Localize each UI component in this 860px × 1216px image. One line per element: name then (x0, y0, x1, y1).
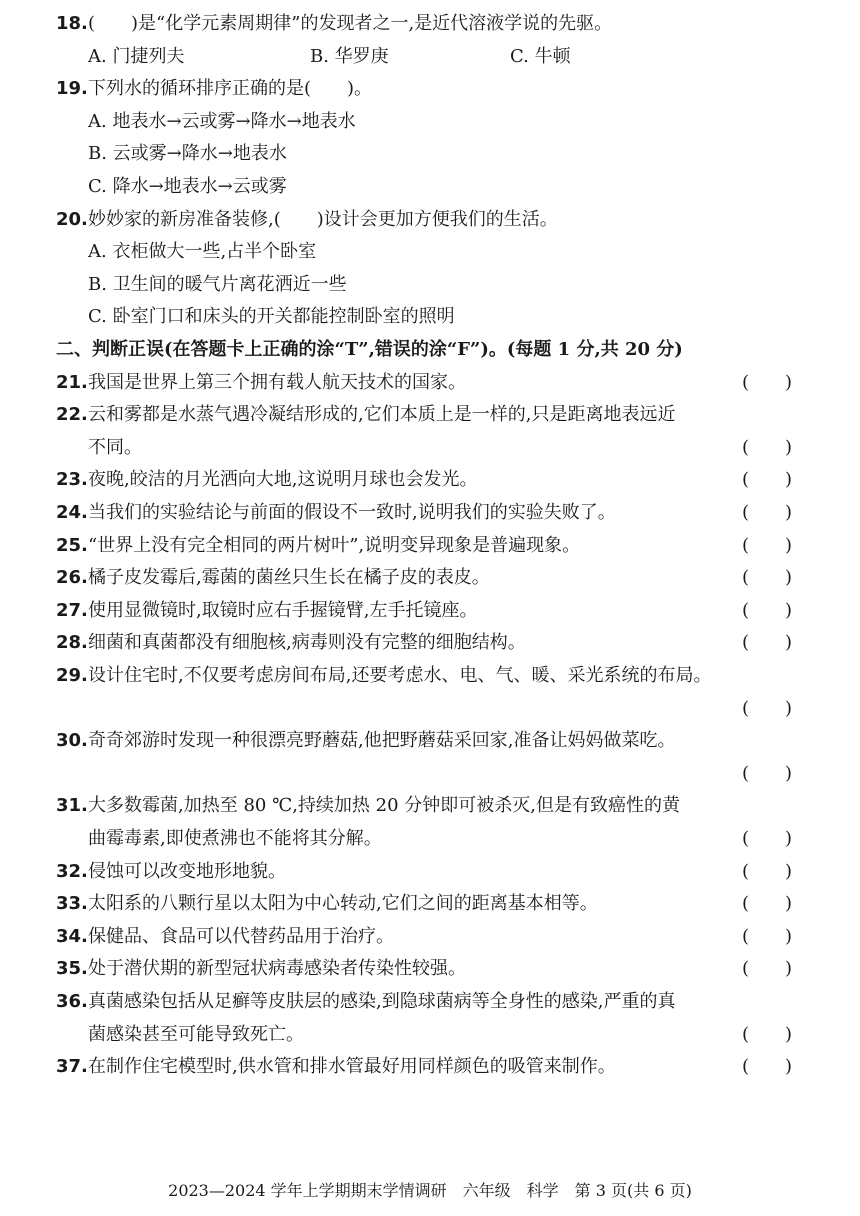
question-text: 夜晚,皎洁的月光洒向大地,这说明月球也会发光。 (88, 469, 478, 491)
question-number: 36. (56, 991, 88, 1012)
question-row (0, 660, 860, 692)
question-number: 29. (56, 665, 88, 686)
question-row-cont (0, 1019, 860, 1051)
question-number: 23. (56, 469, 88, 491)
question-row (0, 1051, 860, 1083)
option-row (0, 269, 860, 301)
question-text: 菌感染甚至可能导致死亡。 (88, 1023, 304, 1045)
answer-bracket: ( ) (742, 958, 793, 980)
question-number: 24. (56, 502, 88, 523)
answer-bracket: ( ) (742, 632, 793, 654)
question-text: “世界上没有完全相同的两片树叶”,说明变异现象是普遍现象。 (88, 534, 581, 556)
answer-bracket: ( ) (742, 1023, 793, 1045)
answer-bracket: ( ) (742, 893, 793, 915)
question-number: 33. (56, 893, 88, 915)
question-number: 27. (56, 599, 88, 621)
question-row-cont (0, 758, 860, 790)
question-row (0, 73, 860, 105)
section-2-title: 二、判断正误(在答题卡上正确的涂“T”,错误的涂“F”)。(每题 1 分,共 20 分) (56, 339, 683, 360)
question-row (0, 562, 860, 594)
answer-bracket: ( ) (742, 828, 793, 849)
option-2: C. 降水→地表水→云或雾 (88, 176, 287, 197)
answer-bracket: ( ) (742, 371, 793, 393)
question-text: 设计住宅时,不仅要考虑房间布局,还要考虑水、电、气、暖、采光系统的布局。 (88, 665, 712, 686)
answer-bracket: ( ) (742, 1056, 793, 1078)
question-text: 在制作住宅模型时,供水管和排水管最好用同样颜色的吸管来制作。 (88, 1056, 616, 1078)
question-text: 细菌和真菌都没有细胞核,病毒则没有完整的细胞结构。 (88, 632, 526, 654)
question-row (0, 921, 860, 953)
question-text: 不同。 (88, 436, 142, 458)
question-text: 妙妙家的新房准备装修,( )设计会更加方便我们的生活。 (88, 208, 558, 230)
question-number: 26. (56, 567, 88, 589)
option-0: A. 衣柜做大一些,占半个卧室 (88, 241, 317, 263)
question-number: 30. (56, 730, 88, 752)
page-footer: 2023—2024 学年上学期期末学情调研 六年级 科学 第 3 页(共 6 页) (168, 1181, 692, 1200)
question-text: 使用显微镜时,取镜时应右手握镜臂,左手托镜座。 (88, 599, 478, 621)
question-row (0, 530, 860, 562)
question-row (0, 8, 860, 40)
answer-bracket: ( ) (742, 925, 793, 947)
answer-bracket: ( ) (742, 502, 793, 523)
question-text: 太阳系的八颗行星以太阳为中心转动,它们之间的距离基本相等。 (88, 893, 598, 915)
question-number: 34. (56, 925, 88, 947)
question-row (0, 986, 860, 1018)
question-text: 真菌感染包括从足癣等皮肤层的感染,到隐球菌病等全身性的感染,严重的真 (88, 991, 676, 1012)
question-text: 下列水的循环排序正确的是( )。 (88, 78, 373, 100)
question-row-cont (0, 823, 860, 855)
option-1: B. 卫生间的暖气片离花洒近一些 (88, 273, 347, 295)
question-text: 曲霉毒素,即使煮沸也不能将其分解。 (88, 828, 382, 849)
question-row (0, 204, 860, 236)
option-2: C. 牛顿 (510, 45, 571, 67)
option-1: B. 华罗庚 (310, 45, 389, 67)
question-row (0, 464, 860, 496)
question-text: ( )是“化学元素周期律”的发现者之一,是近代溶液学说的先驱。 (88, 13, 613, 34)
question-row (0, 399, 860, 431)
question-text: 橘子皮发霉后,霉菌的菌丝只生长在橘子皮的表皮。 (88, 567, 490, 589)
option-row (0, 138, 860, 170)
option-row (0, 236, 860, 268)
question-row (0, 953, 860, 985)
question-row (0, 856, 860, 888)
section-heading-row (0, 334, 860, 366)
answer-bracket: ( ) (742, 436, 793, 458)
question-row-cont (0, 432, 860, 464)
option-0: A. 地表水→云或雾→降水→地表水 (88, 110, 356, 132)
option-0: A. 门捷列夫 (88, 45, 185, 67)
option-row (0, 301, 860, 333)
question-number: 25. (56, 534, 88, 556)
option-2: C. 卧室门口和床头的开关都能控制卧室的照明 (88, 306, 455, 328)
question-number: 21. (56, 371, 88, 393)
question-number: 22. (56, 404, 88, 426)
question-row (0, 627, 860, 659)
question-text: 处于潜伏期的新型冠状病毒感染者传染性较强。 (88, 958, 466, 980)
question-row (0, 497, 860, 529)
question-row-cont (0, 693, 860, 725)
question-number: 35. (56, 958, 88, 980)
options-row (0, 41, 860, 73)
question-number: 18. (56, 13, 88, 34)
answer-bracket: ( ) (742, 762, 793, 784)
question-text: 保健品、食品可以代替药品用于治疗。 (88, 925, 394, 947)
answer-bracket: ( ) (742, 534, 793, 556)
question-text: 奇奇郊游时发现一种很漂亮野蘑菇,他把野蘑菇采回家,准备让妈妈做菜吃。 (88, 730, 676, 752)
question-row (0, 725, 860, 757)
question-text: 大多数霉菌,加热至 80 ℃,持续加热 20 分钟即可被杀灭,但是有致癌性的黄 (88, 795, 680, 817)
question-number: 19. (56, 78, 88, 100)
question-row (0, 367, 860, 399)
question-text: 侵蚀可以改变地形地貌。 (88, 860, 286, 882)
question-text: 我国是世界上第三个拥有载人航天技术的国家。 (88, 371, 466, 393)
question-text: 云和雾都是水蒸气遇冷凝结形成的,它们本质上是一样的,只是距离地表远近 (88, 404, 676, 426)
question-row (0, 888, 860, 920)
answer-bracket: ( ) (742, 860, 793, 882)
question-number: 32. (56, 860, 88, 882)
option-row (0, 171, 860, 203)
option-1: B. 云或雾→降水→地表水 (88, 143, 287, 165)
answer-bracket: ( ) (742, 599, 793, 621)
answer-bracket: ( ) (742, 567, 793, 589)
answer-bracket: ( ) (742, 469, 793, 491)
question-number: 20. (56, 208, 88, 230)
question-text: 当我们的实验结论与前面的假设不一致时,说明我们的实验失败了。 (88, 502, 616, 523)
option-row (0, 106, 860, 138)
question-row (0, 595, 860, 627)
question-number: 28. (56, 632, 88, 654)
question-number: 31. (56, 795, 88, 817)
question-row (0, 790, 860, 822)
question-number: 37. (56, 1056, 88, 1078)
answer-bracket: ( ) (742, 697, 793, 719)
